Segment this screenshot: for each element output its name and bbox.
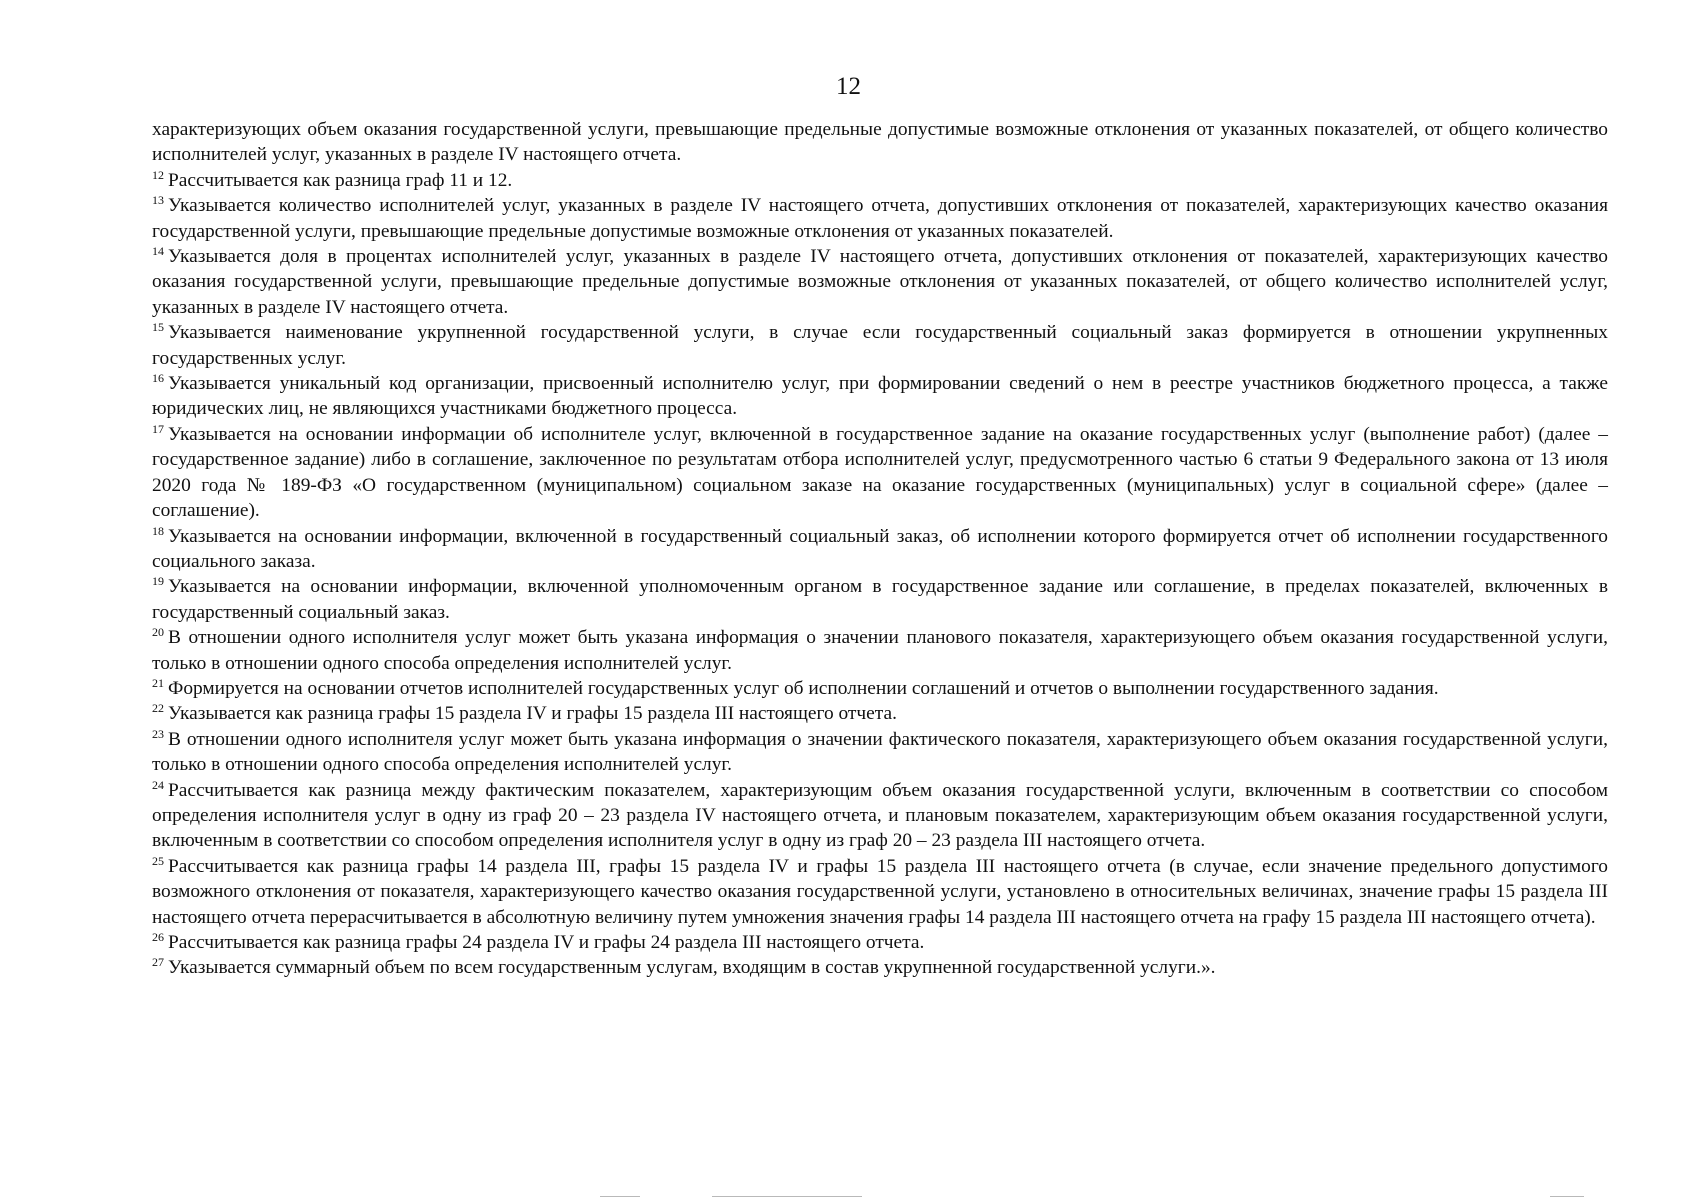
footnote-19	[152, 574, 1608, 625]
footnote-number: 27	[152, 955, 164, 970]
footnote-number: 21	[152, 675, 164, 690]
footnote-text: Указывается на основании информации об исполнителе услуг, включенной в государственное задание на оказание государственных услуг (выполнение работ) (далее – государственное задание) либо в соглашение, заключенное по результатам отбора исполнителей услуг, предусмотренного частью 6 статьи 9 Федерального закона от 13 июля 2020 года № 189-ФЗ «О государственном (муниципальном) социальном заказе на оказание государственных (муниципальных) услуг в социальной сфере» (далее – соглашение).	[152, 423, 1608, 522]
footnote-14	[152, 244, 1608, 320]
footnote-text: Рассчитывается как разница граф 11 и 12.	[168, 169, 513, 191]
footnote-number: 19	[152, 574, 164, 589]
footnote-15	[152, 320, 1608, 371]
footnote-26	[152, 930, 1608, 955]
footnote-list	[152, 168, 1608, 981]
footnotes-block	[152, 117, 1608, 981]
footnote-text: Рассчитывается как разница графы 24 раздела IV и графы 24 раздела III настоящего отчета.	[168, 932, 925, 953]
footnote-number: 15	[152, 320, 164, 335]
footnote-number: 23	[152, 726, 164, 741]
footnote-text: В отношении одного исполнителя услуг может быть указана информация о значении фактического показателя, характеризующего объем оказания государственной услуги, только в отношении одного способа определения исполнителей услуг.	[152, 728, 1608, 776]
footnote-25	[152, 854, 1608, 930]
footnote-20	[152, 625, 1608, 676]
footnote-number: 18	[152, 523, 164, 538]
footnote-number: 13	[152, 193, 164, 208]
footnote-27	[152, 955, 1608, 980]
footnote-text: Рассчитывается как разница между фактическим показателем, характеризующим объем оказания государственной услуги, включенным в соответствии со способом определения исполнителя услуг в одну из граф 20 – 23 раздела IV настоящего отчета, и плановым показателем, характеризующим объем оказания государственной услуги, включенным в соответствии со способом определения исполнителя услуг в одну из граф 20 – 23 раздела III настоящего отчета.	[152, 779, 1608, 852]
footnote-number: 25	[152, 853, 164, 868]
footnote-text: Указывается доля в процентах исполнителей услуг, указанных в разделе IV настоящего отчета, допустивших отклонения от показателей, характеризующих качество оказания государственной услуги, превышающие предельные допустимые возможные отклонения от указанных показателей, от общего количество исполнителей услуг, указанных в разделе IV настоящего отчета.	[152, 246, 1608, 318]
footnote-text: Указывается уникальный код организации, присвоенный исполнителю услуг, при формировании сведений о нем в реестре участников бюджетного процесса, а также юридических лиц, не являющихся участниками бюджетного процесса.	[152, 373, 1608, 420]
page-number: 12	[836, 73, 861, 100]
footnote-18	[152, 524, 1608, 575]
footnote-22	[152, 701, 1608, 726]
footnote-continuation: характеризующих объем оказания государственной услуги, превышающие предельные допустимые возможные отклонения от указанных показателей, от общего количество исполнителей услуг, указанных в разделе IV настоящего отчета.	[152, 119, 1608, 166]
footnote-text: Указывается как разница графы 15 раздела IV и графы 15 раздела III настоящего отчета.	[168, 703, 897, 725]
footnote-number: 12	[152, 167, 164, 182]
footnote-number: 17	[152, 421, 164, 436]
footnote-24	[152, 778, 1608, 854]
footnote-number: 20	[152, 625, 164, 640]
footnote-number: 26	[152, 930, 164, 944]
footnote-text: Рассчитывается как разница графы 14 раздела III, графы 15 раздела IV и графы 15 раздела III настоящего отчета (в случае, если значение предельного допустимого возможного отклонения от показателя, характеризующего качество оказания государственной услуги, установлено в относительных величинах, значение графы 15 раздела III настоящего отчета перерасчитывается в абсолютную величину путем умножения значения графы 14 раздела III настоящего отчета на графу 15 раздела III настоящего отчета).	[152, 855, 1608, 928]
footnote-17	[152, 422, 1608, 524]
footnote-23	[152, 727, 1608, 778]
footnote-text: Указывается наименование укрупненной государственной услуги, в случае если государственный социальный заказ формируется в отношении укрупненных государственных услуг.	[152, 322, 1608, 369]
footnote-text: Указывается на основании информации, включенной в государственный социальный заказ, об исполнении которого формируется отчет об исполнении государственного социального заказа.	[152, 525, 1608, 572]
footnote-text: Указывается количество исполнителей услуг, указанных в разделе IV настоящего отчета, допустивших отклонения от показателей, характеризующих качество оказания государственной услуги, превышающие предельные допустимые возможные отклонения от указанных показателей.	[152, 195, 1608, 242]
scan-artifact	[712, 1196, 862, 1197]
footnote-13	[152, 193, 1608, 244]
footnote-number: 24	[152, 777, 164, 792]
footnote-number: 14	[152, 244, 164, 259]
scan-artifact	[600, 1196, 640, 1197]
footnote-16	[152, 371, 1608, 422]
scan-artifact	[1550, 1196, 1584, 1197]
footnote-text: Указывается суммарный объем по всем государственным услугам, входящим в состав укрупненной государственной услуги.».	[168, 957, 1216, 979]
footnote-text: В отношении одного исполнителя услуг может быть указана информация о значении планового показателя, характеризующего объем оказания государственной услуги, только в отношении одного способа определения исполнителей услуг.	[152, 627, 1608, 674]
footnote-21	[152, 676, 1608, 701]
footnote-number: 22	[152, 701, 164, 716]
footnote-text: Указывается на основании информации, включенной уполномоченным органом в государственное задание или соглашение, в пределах показателей, включенных в государственный социальный заказ.	[152, 576, 1608, 623]
footnote-12	[152, 168, 1608, 193]
footnote-text: Формируется на основании отчетов исполнителей государственных услуг об исполнении соглашений и отчетов о выполнении государственного задания.	[168, 677, 1439, 699]
footnote-number: 16	[152, 371, 164, 386]
